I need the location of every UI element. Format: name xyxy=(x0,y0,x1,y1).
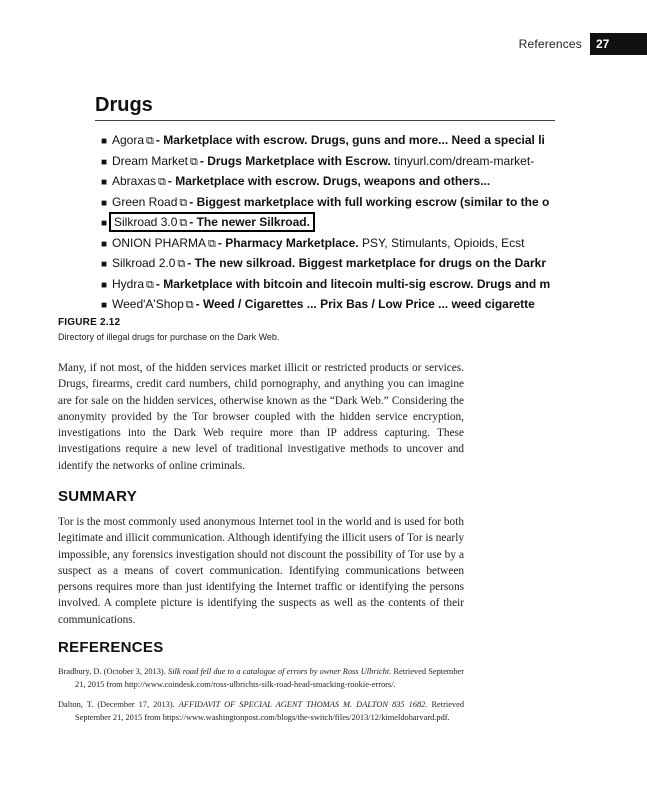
item-description: - Marketplace with escrow. Drugs, weapons and others... xyxy=(167,174,491,188)
item-extra-text: PSY, Stimulants, Opioids, Ecst xyxy=(358,235,525,250)
item-description: - Drugs Marketplace with Escrow. xyxy=(199,153,391,168)
item-description: - The newer Silkroad. xyxy=(189,215,310,229)
external-link-icon: ⧉ xyxy=(208,237,216,250)
bullet-icon: ■ xyxy=(101,259,108,270)
figure-label: FIGURE 2.12 xyxy=(58,317,121,328)
list-item xyxy=(101,295,557,312)
bullet-icon: ■ xyxy=(101,279,108,291)
reference-author: Dalton, T. (December 17, 2013). xyxy=(58,699,179,709)
marketplace-link[interactable]: Green Road xyxy=(112,194,178,209)
reference-title: Silk road fell due to a catalogue of errors by owner Ross Ulbricht. xyxy=(168,667,392,676)
item-extra-text: tinyurl.com/dream-market- xyxy=(390,153,535,168)
figure-caption: Directory of illegal drugs for purchase on the Dark Web. xyxy=(58,332,280,342)
external-link-icon: ⧉ xyxy=(179,217,188,229)
running-head xyxy=(519,33,647,55)
reference-author: Bradbury, D. (October 3, 2013). xyxy=(58,667,168,676)
marketplace-list xyxy=(90,131,557,312)
marketplace-link[interactable]: Silkroad 3.0 xyxy=(114,215,178,229)
external-link-icon: ⧉ xyxy=(158,176,166,188)
list-item xyxy=(101,213,557,234)
bullet-icon: ■ xyxy=(101,177,108,188)
external-link-icon: ⧉ xyxy=(179,196,188,209)
bullet-icon: ■ xyxy=(101,156,108,168)
marketplace-link[interactable]: Agora xyxy=(112,133,145,147)
list-item xyxy=(101,193,557,214)
list-item xyxy=(101,254,557,275)
bullet-icon: ■ xyxy=(101,238,108,250)
external-link-icon: ⧉ xyxy=(185,299,194,311)
bullet-icon: ■ xyxy=(101,136,108,147)
references-heading: REFERENCES xyxy=(58,639,164,656)
item-description: - The new silkroad. Biggest marketplace for drugs on the Darkr xyxy=(187,256,546,270)
item-description: - Weed / Cigarettes ... Prix Bas / Low Price ... weed cigarette xyxy=(195,297,535,311)
item-description: - Biggest marketplace with full working escrow (similar to the o xyxy=(189,194,550,209)
list-item xyxy=(101,172,557,193)
external-link-icon: ⧉ xyxy=(190,155,198,168)
external-link-icon: ⧉ xyxy=(146,278,154,291)
list-item xyxy=(101,152,557,173)
reference-title: AFFIDAVIT OF SPECIAL AGENT THOMAS M. DALTON 835 1682. xyxy=(178,699,428,709)
running-head-title: References xyxy=(518,37,582,51)
marketplace-link[interactable]: ONION PHARMA xyxy=(112,235,207,250)
page-number: 27 xyxy=(590,33,647,55)
item-description: - Pharmacy Marketplace. xyxy=(217,235,359,250)
marketplace-link[interactable]: Weed'A'Shop xyxy=(112,297,184,311)
item-description: - Marketplace with bitcoin and litecoin multi-sig escrow. Drugs and m xyxy=(155,276,551,291)
marketplace-link[interactable]: Abraxas xyxy=(112,174,157,188)
references-list xyxy=(58,665,464,731)
summary-paragraph: Tor is the most commonly used anonymous Internet tool in the world and is used for both legitimate and illicit communication. Although identifying the illicit users of Tor is nearly impossible, any forensics investigation should not discount the possibility of Tor use by a suspect as a means of covert communication. Identifying communications between persons requires more than just identifying the Internet traffic or identifying the persons involved. A complete picture is identifying the suspects as well as the contents of their communications. xyxy=(58,516,464,626)
item-description: - Marketplace with escrow. Drugs, guns and more... Need a special li xyxy=(155,133,545,147)
reference-entry xyxy=(58,698,464,725)
reference-source: Retrieved September 21, 2015 from https://www.washingtonpost.com/blogs/the-switch/files/2013/12/kimeldoharvard.pdf. xyxy=(75,699,465,723)
body-paragraph: Many, if not most, of the hidden services market illicit or restricted products or services. Drugs, firearms, credit card numbers, child pornography, and anything you can imagine are for sale on the hidden services, otherwise known as the “Dark Web.” Considering the anonymity provided by the Tor browser coupled with the hidden service encryption, investigations into the Dark Web require more than IP address capturing. These investigations require a new level of traditional investigative methods to uncover and identify the networks of online criminals. xyxy=(58,362,464,472)
list-item xyxy=(101,275,557,296)
bullet-icon: ■ xyxy=(101,197,108,209)
list-item xyxy=(101,234,557,255)
figure-divider xyxy=(95,120,555,121)
list-item xyxy=(101,131,557,152)
reference-source: Retrieved September 21, 2015 from http://www.coindesk.com/ross-ulbrichts-silk-road-head-smacking-rookie-errors/. xyxy=(75,667,465,690)
bullet-icon: ■ xyxy=(101,218,108,229)
marketplace-link[interactable]: Silkroad 2.0 xyxy=(112,256,176,270)
figure-heading: Drugs xyxy=(95,94,153,116)
bullet-icon: ■ xyxy=(101,300,108,311)
marketplace-link[interactable]: Hydra xyxy=(112,276,145,291)
figure-screenshot xyxy=(90,92,557,312)
marketplace-link[interactable]: Dream Market xyxy=(112,153,189,168)
reference-entry xyxy=(58,665,464,692)
summary-heading: SUMMARY xyxy=(58,488,138,505)
highlight-box xyxy=(112,215,312,229)
external-link-icon: ⧉ xyxy=(146,135,154,147)
external-link-icon: ⧉ xyxy=(177,258,186,270)
